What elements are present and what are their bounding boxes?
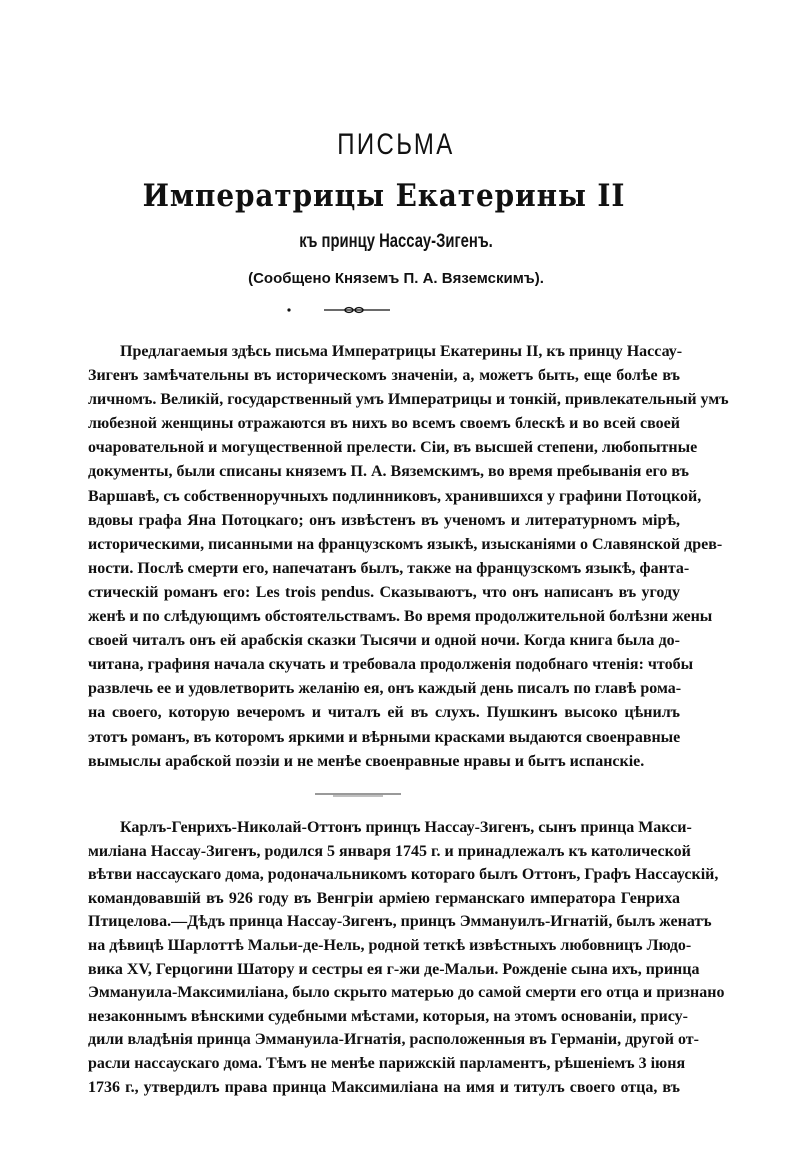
text-line: Карлъ-Генрихъ-Николай-Оттонъ принцъ Нассау-Зигенъ, сынъ принца Макси- bbox=[120, 819, 692, 836]
text-line: Эммануила-Максимиліана, было скрыто матерью до самой смерти его отца и признано bbox=[88, 984, 725, 1002]
text-line: расли нассаускаго дома. Тѣмъ не менѣе парижскій парламентъ, рѣшеніемъ 3 іюня bbox=[88, 1054, 686, 1072]
section-divider bbox=[315, 793, 401, 797]
text-line: этотъ романъ, въ которомъ яркими и вѣрными красками выдаются своенравные bbox=[88, 728, 681, 746]
recipient-line: къ принцу Нассау-Зигенъ. bbox=[299, 231, 493, 252]
page-subtitle: Императрицы Екатерины II bbox=[142, 178, 626, 214]
text-line: миліана Нассау-Зигенъ, родился 5 января 1745 г. и принадлежалъ къ католической bbox=[88, 842, 691, 860]
text-line: любезной женщины отражаются въ нихъ во всемъ своемъ блескѣ и во всей своей bbox=[88, 415, 680, 433]
text-line: читана, графиня начала скучать и требовала продолженія подобнаго чтенія: чтобы bbox=[88, 656, 694, 674]
text-line: вика XV, Герцогини Шатору и сестры ея г-жи де-Мальи. Рожденіе сына ихъ, принца bbox=[88, 960, 700, 978]
biography-paragraph bbox=[88, 816, 725, 1099]
text-line: 1736 г., утвердилъ права принца Максимиліана на имя и титулъ своего отца, въ bbox=[88, 1078, 680, 1096]
text-line: Птицелова.—Дѣдъ принца Нассау-Зигенъ, принцъ Эммануилъ-Игнатій, былъ женатъ bbox=[88, 913, 712, 931]
text-line: вдовы графа Яна Потоцкаго; онъ извѣстенъ въ ученомъ и литературномъ мірѣ, bbox=[88, 511, 680, 529]
text-line: на дѣвицѣ Шарлоттѣ Мальи-де-Нель, родной теткѣ извѣстныхъ любовницъ Людо- bbox=[88, 936, 692, 954]
text-line: вымыслы арабской поэзіи и не менѣе своенравные нравы и бытъ испанскіе. bbox=[88, 752, 645, 770]
text-line: личномъ. Великій, государственный умъ Императрицы и тонкій, привлекательный умъ bbox=[88, 391, 729, 409]
text-line: очаровательной и могущественной прелести. Сіи, въ высшей степени, любопытные bbox=[88, 439, 698, 457]
text-line: Варшавѣ, съ собственноручныхъ подлинниковъ, хранившихся у графини Потоцкой, bbox=[88, 487, 702, 505]
text-line: своей читалъ онъ ей арабскія сказки Тысячи и одной ночи. Когда книга была до- bbox=[88, 632, 680, 650]
page-title: ПИСЬМА bbox=[337, 128, 455, 161]
text-line: вѣтви нассаускаго дома, родоначальникомъ котораго былъ Оттонъ, Графъ Нассаускій, bbox=[88, 866, 719, 884]
text-line: дили владѣнія принца Эммануила-Игнатія, расположенныя въ Германіи, другой от- bbox=[88, 1031, 699, 1049]
text-line: на своего, которую вечеромъ и читалъ ей въ слухъ. Пушкинъ высоко цѣнилъ bbox=[88, 704, 680, 722]
intro-paragraph bbox=[88, 340, 729, 774]
text-line: ности. Послѣ смерти его, напечатанъ былъ, также на французскомъ языкѣ, фанта- bbox=[88, 559, 690, 577]
text-line: Зигенъ замѣчательны въ историческомъ значеніи, а, можетъ быть, еще болѣе въ bbox=[88, 367, 680, 385]
text-line: командовавшій въ 926 году въ Венгріи арміею германскаго императора Генриха bbox=[88, 889, 680, 907]
attribution-line: (Сообщено Княземъ П. А. Вяземскимъ). bbox=[248, 270, 544, 287]
text-line: историческими, писанными на французскомъ языкѣ, изысканіями о Славянской древ- bbox=[88, 535, 723, 553]
text-line: женѣ и по слѣдующимъ обстоятельствамъ. Во время продолжительной болѣзни жены bbox=[88, 608, 713, 626]
text-line: развлечь ее и удовлетворить желанію ея, онъ каждый день писалъ по главѣ рома- bbox=[88, 680, 682, 698]
text-line: документы, были списаны княземъ П. А. Вяземскимъ, во время пребыванія его въ bbox=[88, 463, 689, 481]
text-line: незаконнымъ вѣнскими судебными мѣстами, которыя, на этомъ основаніи, прису- bbox=[88, 1007, 688, 1025]
text-line: Предлагаемыя здѣсь письма Императрицы Екатерины II, къ принцу Нассау- bbox=[120, 343, 683, 360]
text-line: стическій романъ его: Les trois pendus. Сказываютъ, что онъ написанъ въ угоду bbox=[88, 583, 680, 601]
ornament-divider bbox=[286, 306, 396, 314]
